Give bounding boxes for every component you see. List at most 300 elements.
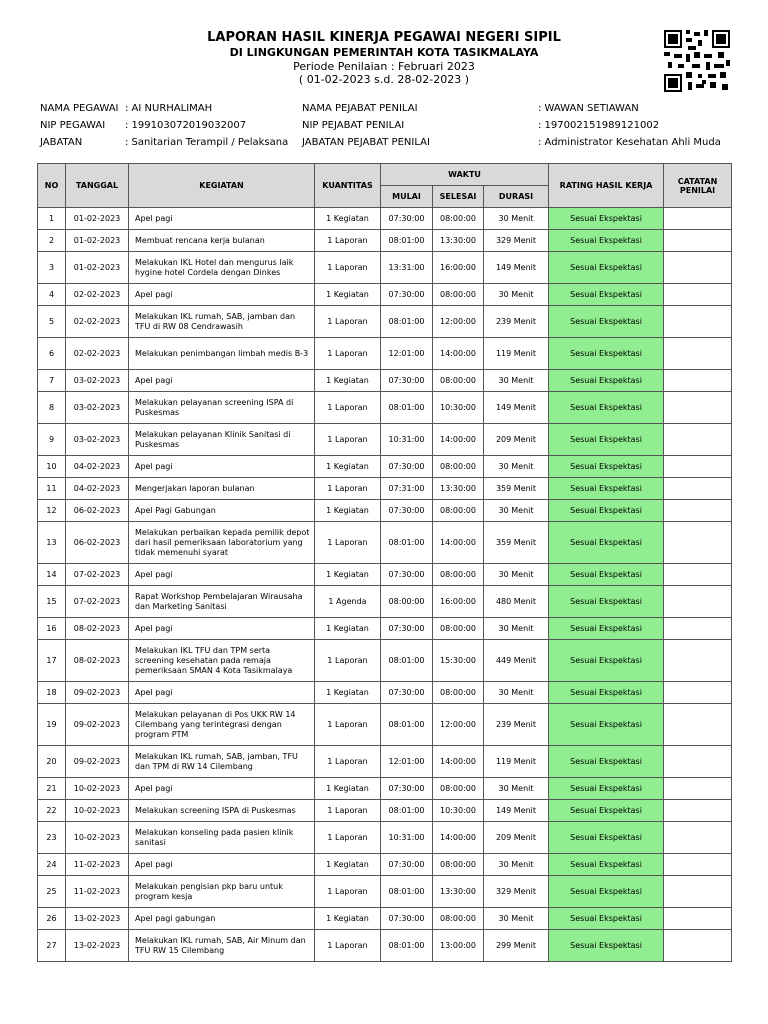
- table-row: [38, 854, 732, 876]
- table-cell-end: 08:00:00: [433, 854, 484, 876]
- table-cell-notes: [664, 564, 732, 586]
- table-cell-activity: Apel pagi: [129, 370, 315, 392]
- table-cell-activity: Apel pagi: [129, 854, 315, 876]
- table-cell-quantity: 1 Kegiatan: [315, 908, 381, 930]
- table-cell-date: 13-02-2023: [66, 930, 129, 962]
- table-row: [38, 424, 732, 456]
- table-cell-no: 12: [38, 500, 66, 522]
- employee-nip-value: : 199103072019032007: [125, 120, 247, 131]
- table-cell-start: 08:01:00: [381, 640, 433, 682]
- table-row: [38, 370, 732, 392]
- table-cell-rating: Sesuai Ekspektasi: [549, 618, 664, 640]
- table-cell-date: 07-02-2023: [66, 564, 129, 586]
- table-body: [38, 208, 732, 962]
- table-cell-activity: Apel pagi: [129, 208, 315, 230]
- col-duration-header: DURASI: [484, 186, 549, 208]
- table-row: [38, 618, 732, 640]
- report-title: LAPORAN HASIL KINERJA PEGAWAI NEGERI SIPIL: [207, 30, 561, 45]
- table-cell-rating: Sesuai Ekspektasi: [549, 284, 664, 306]
- table-cell-quantity: 1 Kegiatan: [315, 370, 381, 392]
- table-cell-end: 08:00:00: [433, 618, 484, 640]
- employee-nip-label: NIP PEGAWAI: [40, 120, 106, 131]
- col-date-header: TANGGAL: [66, 164, 129, 208]
- table-cell-duration: 239 Menit: [484, 306, 549, 338]
- table-cell-quantity: 1 Laporan: [315, 306, 381, 338]
- table-cell-date: 06-02-2023: [66, 522, 129, 564]
- table-cell-notes: [664, 392, 732, 424]
- table-cell-end: 13:30:00: [433, 876, 484, 908]
- table-cell-no: 5: [38, 306, 66, 338]
- table-cell-start: 07:30:00: [381, 618, 433, 640]
- table-cell-date: 06-02-2023: [66, 500, 129, 522]
- table-row: [38, 230, 732, 252]
- table-cell-rating: Sesuai Ekspektasi: [549, 682, 664, 704]
- table-cell-duration: 239 Menit: [484, 704, 549, 746]
- report-period: Periode Penilaian : Februari 2023: [293, 60, 475, 73]
- table-cell-rating: Sesuai Ekspektasi: [549, 424, 664, 456]
- table-cell-quantity: 1 Laporan: [315, 876, 381, 908]
- table-cell-notes: [664, 306, 732, 338]
- table-cell-end: 08:00:00: [433, 370, 484, 392]
- table-cell-rating: Sesuai Ekspektasi: [549, 822, 664, 854]
- table-cell-no: 24: [38, 854, 66, 876]
- table-cell-date: 03-02-2023: [66, 392, 129, 424]
- col-end-header: SELESAI: [433, 186, 484, 208]
- table-cell-rating: Sesuai Ekspektasi: [549, 746, 664, 778]
- table-cell-quantity: 1 Kegiatan: [315, 682, 381, 704]
- table-cell-quantity: 1 Kegiatan: [315, 284, 381, 306]
- table-cell-quantity: 1 Laporan: [315, 930, 381, 962]
- table-cell-no: 26: [38, 908, 66, 930]
- table-cell-rating: Sesuai Ekspektasi: [549, 908, 664, 930]
- table-cell-start: 08:01:00: [381, 306, 433, 338]
- table-row: [38, 456, 732, 478]
- table-cell-rating: Sesuai Ekspektasi: [549, 800, 664, 822]
- table-cell-quantity: 1 Laporan: [315, 424, 381, 456]
- table-cell-rating: Sesuai Ekspektasi: [549, 640, 664, 682]
- table-cell-rating: Sesuai Ekspektasi: [549, 704, 664, 746]
- table-cell-rating: Sesuai Ekspektasi: [549, 854, 664, 876]
- table-cell-duration: 299 Menit: [484, 930, 549, 962]
- table-cell-notes: [664, 746, 732, 778]
- table-cell-duration: 30 Menit: [484, 618, 549, 640]
- table-cell-duration: 30 Menit: [484, 208, 549, 230]
- table-cell-quantity: 1 Kegiatan: [315, 456, 381, 478]
- table-cell-no: 22: [38, 800, 66, 822]
- table-cell-notes: [664, 456, 732, 478]
- table-cell-rating: Sesuai Ekspektasi: [549, 876, 664, 908]
- table-cell-notes: [664, 854, 732, 876]
- table-cell-no: 2: [38, 230, 66, 252]
- table-cell-activity: Mengerjakan laporan bulanan: [129, 478, 315, 500]
- table-cell-rating: Sesuai Ekspektasi: [549, 370, 664, 392]
- table-cell-rating: Sesuai Ekspektasi: [549, 252, 664, 284]
- table-cell-no: 18: [38, 682, 66, 704]
- assessor-nip-label: NIP PEJABAT PENILAI: [302, 120, 405, 131]
- table-cell-no: 23: [38, 822, 66, 854]
- table-cell-end: 16:00:00: [433, 586, 484, 618]
- table-cell-duration: 449 Menit: [484, 640, 549, 682]
- table-row: [38, 392, 732, 424]
- table-cell-start: 12:01:00: [381, 746, 433, 778]
- table-cell-duration: 480 Menit: [484, 586, 549, 618]
- table-cell-date: 09-02-2023: [66, 682, 129, 704]
- table-cell-end: 15:30:00: [433, 640, 484, 682]
- table-row: [38, 478, 732, 500]
- table-cell-quantity: 1 Kegiatan: [315, 564, 381, 586]
- col-time-header: WAKTU: [381, 164, 549, 186]
- table-cell-activity: Melakukan IKL Hotel dan mengurus laik hygine hotel Cordela dengan Dinkes: [129, 252, 315, 284]
- table-cell-no: 13: [38, 522, 66, 564]
- table-cell-date: 02-02-2023: [66, 284, 129, 306]
- table-cell-date: 01-02-2023: [66, 252, 129, 284]
- table-cell-duration: 30 Menit: [484, 456, 549, 478]
- table-cell-no: 16: [38, 618, 66, 640]
- table-row: [38, 930, 732, 962]
- table-cell-rating: Sesuai Ekspektasi: [549, 478, 664, 500]
- table-cell-start: 08:01:00: [381, 230, 433, 252]
- table-cell-notes: [664, 930, 732, 962]
- table-cell-date: 10-02-2023: [66, 778, 129, 800]
- table-row: [38, 252, 732, 284]
- table-cell-notes: [664, 338, 732, 370]
- table-cell-duration: 30 Menit: [484, 778, 549, 800]
- table-cell-start: 07:30:00: [381, 778, 433, 800]
- table-cell-end: 10:30:00: [433, 392, 484, 424]
- table-cell-rating: Sesuai Ekspektasi: [549, 930, 664, 962]
- col-notes-header: CATATAN PENILAI: [664, 164, 732, 208]
- assessor-position-label: JABATAN PEJABAT PENILAI: [302, 137, 430, 148]
- table-cell-date: 07-02-2023: [66, 586, 129, 618]
- table-row: [38, 586, 732, 618]
- table-cell-activity: Melakukan penimbangan limbah medis B-3: [129, 338, 315, 370]
- col-rating-header: RATING HASIL KERJA: [549, 164, 664, 208]
- table-cell-start: 12:01:00: [381, 338, 433, 370]
- table-cell-quantity: 1 Laporan: [315, 822, 381, 854]
- table-cell-date: 10-02-2023: [66, 800, 129, 822]
- table-row: [38, 338, 732, 370]
- table-cell-start: 13:31:00: [381, 252, 433, 284]
- table-cell-start: 10:31:00: [381, 822, 433, 854]
- table-cell-start: 10:31:00: [381, 424, 433, 456]
- table-cell-rating: Sesuai Ekspektasi: [549, 392, 664, 424]
- table-cell-quantity: 1 Laporan: [315, 230, 381, 252]
- table-cell-end: 08:00:00: [433, 778, 484, 800]
- table-cell-duration: 30 Menit: [484, 908, 549, 930]
- report-range: ( 01-02-2023 s.d. 28-02-2023 ): [298, 73, 470, 86]
- table-cell-duration: 119 Menit: [484, 746, 549, 778]
- table-cell-no: 3: [38, 252, 66, 284]
- table-cell-end: 10:30:00: [433, 800, 484, 822]
- table-cell-end: 14:00:00: [433, 522, 484, 564]
- table-cell-end: 14:00:00: [433, 338, 484, 370]
- table-cell-start: 08:01:00: [381, 930, 433, 962]
- table-cell-notes: [664, 778, 732, 800]
- table-cell-activity: Melakukan screening ISPA di Puskesmas: [129, 800, 315, 822]
- table-cell-start: 07:30:00: [381, 682, 433, 704]
- employee-name-label: NAMA PEGAWAI: [40, 103, 119, 114]
- table-cell-activity: Melakukan pelayanan di Pos UKK RW 14 Cilembang yang terintegrasi dengan program PTM: [129, 704, 315, 746]
- table-cell-end: 12:00:00: [433, 306, 484, 338]
- table-cell-no: 6: [38, 338, 66, 370]
- table-cell-rating: Sesuai Ekspektasi: [549, 586, 664, 618]
- table-cell-notes: [664, 876, 732, 908]
- table-cell-start: 07:30:00: [381, 908, 433, 930]
- table-cell-rating: Sesuai Ekspektasi: [549, 338, 664, 370]
- table-cell-notes: [664, 640, 732, 682]
- assessor-values: [538, 100, 721, 151]
- col-start-header: MULAI: [381, 186, 433, 208]
- table-row: [38, 306, 732, 338]
- table-cell-duration: 30 Menit: [484, 500, 549, 522]
- table-cell-no: 21: [38, 778, 66, 800]
- table-cell-notes: [664, 908, 732, 930]
- table-cell-no: 8: [38, 392, 66, 424]
- table-cell-duration: 209 Menit: [484, 424, 549, 456]
- table-cell-end: 08:00:00: [433, 500, 484, 522]
- table-cell-end: 14:00:00: [433, 424, 484, 456]
- assessor-name-label: NAMA PEJABAT PENILAI: [302, 103, 418, 114]
- table-cell-duration: 119 Menit: [484, 338, 549, 370]
- table-cell-end: 14:00:00: [433, 746, 484, 778]
- table-cell-activity: Melakukan IKL TFU dan TPM serta screening kesehatan pada remaja pemeriksaan SMAN 4 Kota Tasikmalaya: [129, 640, 315, 682]
- table-cell-activity: Membuat rencana kerja bulanan: [129, 230, 315, 252]
- table-cell-end: 12:00:00: [433, 704, 484, 746]
- table-cell-date: 09-02-2023: [66, 704, 129, 746]
- table-cell-end: 16:00:00: [433, 252, 484, 284]
- table-cell-start: 07:30:00: [381, 284, 433, 306]
- table-cell-activity: Apel pagi: [129, 564, 315, 586]
- table-cell-date: 03-02-2023: [66, 370, 129, 392]
- table-cell-end: 08:00:00: [433, 208, 484, 230]
- table-cell-no: 1: [38, 208, 66, 230]
- table-cell-duration: 30 Menit: [484, 854, 549, 876]
- table-cell-no: 14: [38, 564, 66, 586]
- table-cell-quantity: 1 Kegiatan: [315, 778, 381, 800]
- table-cell-duration: 329 Menit: [484, 230, 549, 252]
- table-row: [38, 704, 732, 746]
- table-cell-date: 09-02-2023: [66, 746, 129, 778]
- assessor-position-value: : Administrator Kesehatan Ahli Muda: [538, 137, 721, 148]
- table-cell-date: 04-02-2023: [66, 456, 129, 478]
- table-cell-activity: Apel pagi gabungan: [129, 908, 315, 930]
- table-cell-start: 08:00:00: [381, 586, 433, 618]
- table-cell-activity: Melakukan pelayanan Klinik Sanitasi di Puskesmas: [129, 424, 315, 456]
- table-row: [38, 522, 732, 564]
- col-no-header: NO: [38, 164, 66, 208]
- table-cell-start: 08:01:00: [381, 522, 433, 564]
- table-row: [38, 640, 732, 682]
- table-cell-duration: 30 Menit: [484, 370, 549, 392]
- table-cell-activity: Apel pagi: [129, 682, 315, 704]
- table-cell-quantity: 1 Laporan: [315, 746, 381, 778]
- table-cell-start: 07:30:00: [381, 208, 433, 230]
- table-cell-activity: Melakukan IKL rumah, SAB, Air Minum dan TFU RW 15 Cilembang: [129, 930, 315, 962]
- table-row: [38, 908, 732, 930]
- table-cell-rating: Sesuai Ekspektasi: [549, 230, 664, 252]
- table-cell-notes: [664, 682, 732, 704]
- assessor-nip-value: : 197002151989121002: [538, 120, 660, 131]
- table-cell-rating: Sesuai Ekspektasi: [549, 564, 664, 586]
- table-cell-start: 07:31:00: [381, 478, 433, 500]
- table-cell-date: 03-02-2023: [66, 424, 129, 456]
- employee-position-label: JABATAN: [40, 137, 83, 148]
- table-cell-notes: [664, 500, 732, 522]
- table-cell-quantity: 1 Kegiatan: [315, 618, 381, 640]
- table-cell-notes: [664, 618, 732, 640]
- table-row: [38, 564, 732, 586]
- table-cell-start: 08:01:00: [381, 704, 433, 746]
- table-cell-notes: [664, 822, 732, 854]
- table-cell-duration: 149 Menit: [484, 252, 549, 284]
- table-cell-quantity: 1 Agenda: [315, 586, 381, 618]
- table-cell-quantity: 1 Kegiatan: [315, 500, 381, 522]
- table-cell-no: 27: [38, 930, 66, 962]
- table-cell-duration: 149 Menit: [484, 800, 549, 822]
- table-row: [38, 208, 732, 230]
- table-row: [38, 500, 732, 522]
- table-cell-notes: [664, 424, 732, 456]
- table-cell-start: 07:30:00: [381, 564, 433, 586]
- table-cell-duration: 30 Menit: [484, 682, 549, 704]
- table-cell-rating: Sesuai Ekspektasi: [549, 456, 664, 478]
- performance-table: [37, 163, 732, 962]
- table-cell-duration: 149 Menit: [484, 392, 549, 424]
- table-cell-no: 10: [38, 456, 66, 478]
- table-cell-activity: Apel pagi: [129, 618, 315, 640]
- table-row: [38, 822, 732, 854]
- table-cell-no: 25: [38, 876, 66, 908]
- table-cell-no: 20: [38, 746, 66, 778]
- table-cell-activity: Melakukan pengisian pkp baru untuk program kesja: [129, 876, 315, 908]
- employee-labels: [40, 100, 119, 151]
- table-cell-duration: 30 Menit: [484, 284, 549, 306]
- table-cell-start: 08:01:00: [381, 392, 433, 424]
- table-row: [38, 682, 732, 704]
- table-cell-date: 08-02-2023: [66, 640, 129, 682]
- table-cell-activity: Apel Pagi Gabungan: [129, 500, 315, 522]
- table-cell-duration: 359 Menit: [484, 478, 549, 500]
- table-cell-activity: Melakukan pelayanan screening ISPA di Puskesmas: [129, 392, 315, 424]
- table-cell-quantity: 1 Laporan: [315, 252, 381, 284]
- table-cell-date: 02-02-2023: [66, 306, 129, 338]
- table-cell-rating: Sesuai Ekspektasi: [549, 208, 664, 230]
- table-cell-start: 07:30:00: [381, 456, 433, 478]
- table-cell-notes: [664, 704, 732, 746]
- table-cell-start: 07:30:00: [381, 500, 433, 522]
- table-row: [38, 800, 732, 822]
- table-cell-notes: [664, 478, 732, 500]
- employee-position-value: : Sanitarian Terampil / Pelaksana: [125, 137, 289, 148]
- table-cell-notes: [664, 208, 732, 230]
- table-cell-no: 17: [38, 640, 66, 682]
- table-cell-start: 07:30:00: [381, 370, 433, 392]
- table-cell-quantity: 1 Laporan: [315, 704, 381, 746]
- table-cell-start: 07:30:00: [381, 854, 433, 876]
- table-cell-no: 7: [38, 370, 66, 392]
- assessor-name-value: : WAWAN SETIAWAN: [538, 103, 639, 114]
- table-cell-notes: [664, 230, 732, 252]
- table-cell-end: 08:00:00: [433, 456, 484, 478]
- table-cell-activity: Apel pagi: [129, 456, 315, 478]
- table-cell-date: 01-02-2023: [66, 208, 129, 230]
- table-cell-duration: 30 Menit: [484, 564, 549, 586]
- table-cell-activity: Melakukan perbaikan kepada pemilik depot dari hasil pemeriksaan laboratorium yang tidak memenuhi syarat: [129, 522, 315, 564]
- assessor-labels: [302, 100, 430, 151]
- table-cell-start: 08:01:00: [381, 800, 433, 822]
- table-cell-no: 15: [38, 586, 66, 618]
- table-cell-date: 04-02-2023: [66, 478, 129, 500]
- table-cell-activity: Rapat Workshop Pembelajaran Wirausaha dan Marketing Sanitasi: [129, 586, 315, 618]
- table-cell-activity: Melakukan konseling pada pasien klinik sanitasi: [129, 822, 315, 854]
- col-activity-header: KEGIATAN: [129, 164, 315, 208]
- table-cell-date: 11-02-2023: [66, 876, 129, 908]
- table-cell-quantity: 1 Kegiatan: [315, 208, 381, 230]
- table-cell-end: 08:00:00: [433, 908, 484, 930]
- table-cell-quantity: 1 Laporan: [315, 640, 381, 682]
- table-cell-date: 02-02-2023: [66, 338, 129, 370]
- table-row: [38, 876, 732, 908]
- table-cell-rating: Sesuai Ekspektasi: [549, 500, 664, 522]
- table-cell-rating: Sesuai Ekspektasi: [549, 778, 664, 800]
- qr-code-icon: [664, 30, 730, 92]
- table-cell-end: 08:00:00: [433, 284, 484, 306]
- table-cell-end: 13:30:00: [433, 230, 484, 252]
- table-cell-date: 01-02-2023: [66, 230, 129, 252]
- table-cell-start: 08:01:00: [381, 876, 433, 908]
- table-cell-notes: [664, 586, 732, 618]
- table-cell-notes: [664, 522, 732, 564]
- table-cell-end: 13:30:00: [433, 478, 484, 500]
- table-cell-rating: Sesuai Ekspektasi: [549, 306, 664, 338]
- table-cell-quantity: 1 Laporan: [315, 522, 381, 564]
- table-cell-date: 08-02-2023: [66, 618, 129, 640]
- table-row: [38, 746, 732, 778]
- employee-values: [125, 100, 288, 151]
- table-cell-quantity: 1 Kegiatan: [315, 854, 381, 876]
- table-cell-duration: 209 Menit: [484, 822, 549, 854]
- table-cell-notes: [664, 252, 732, 284]
- table-cell-date: 13-02-2023: [66, 908, 129, 930]
- table-cell-quantity: 1 Laporan: [315, 478, 381, 500]
- table-row: [38, 284, 732, 306]
- table-cell-duration: 359 Menit: [484, 522, 549, 564]
- table-cell-no: 4: [38, 284, 66, 306]
- table-cell-date: 11-02-2023: [66, 854, 129, 876]
- employee-name-value: : AI NURHALIMAH: [125, 103, 213, 114]
- col-quantity-header: KUANTITAS: [315, 164, 381, 208]
- table-cell-quantity: 1 Laporan: [315, 338, 381, 370]
- table-cell-duration: 329 Menit: [484, 876, 549, 908]
- table-cell-notes: [664, 284, 732, 306]
- table-cell-end: 13:00:00: [433, 930, 484, 962]
- table-cell-no: 9: [38, 424, 66, 456]
- table-cell-date: 10-02-2023: [66, 822, 129, 854]
- table-row: [38, 778, 732, 800]
- table-cell-quantity: 1 Laporan: [315, 800, 381, 822]
- table-cell-activity: Melakukan IKL rumah, SAB, jamban dan TFU di RW 08 Cendrawasih: [129, 306, 315, 338]
- table-cell-activity: Apel pagi: [129, 778, 315, 800]
- report-subtitle: DI LINGKUNGAN PEMERINTAH KOTA TASIKMALAYA: [229, 46, 539, 59]
- table-cell-activity: Melakukan IKL rumah, SAB, jamban, TFU dan TPM di RW 14 Cilembang: [129, 746, 315, 778]
- table-cell-end: 14:00:00: [433, 822, 484, 854]
- report-header: [0, 30, 768, 86]
- table-cell-end: 08:00:00: [433, 564, 484, 586]
- table-cell-activity: Apel pagi: [129, 284, 315, 306]
- table-cell-notes: [664, 800, 732, 822]
- table-cell-end: 08:00:00: [433, 682, 484, 704]
- table-cell-quantity: 1 Laporan: [315, 392, 381, 424]
